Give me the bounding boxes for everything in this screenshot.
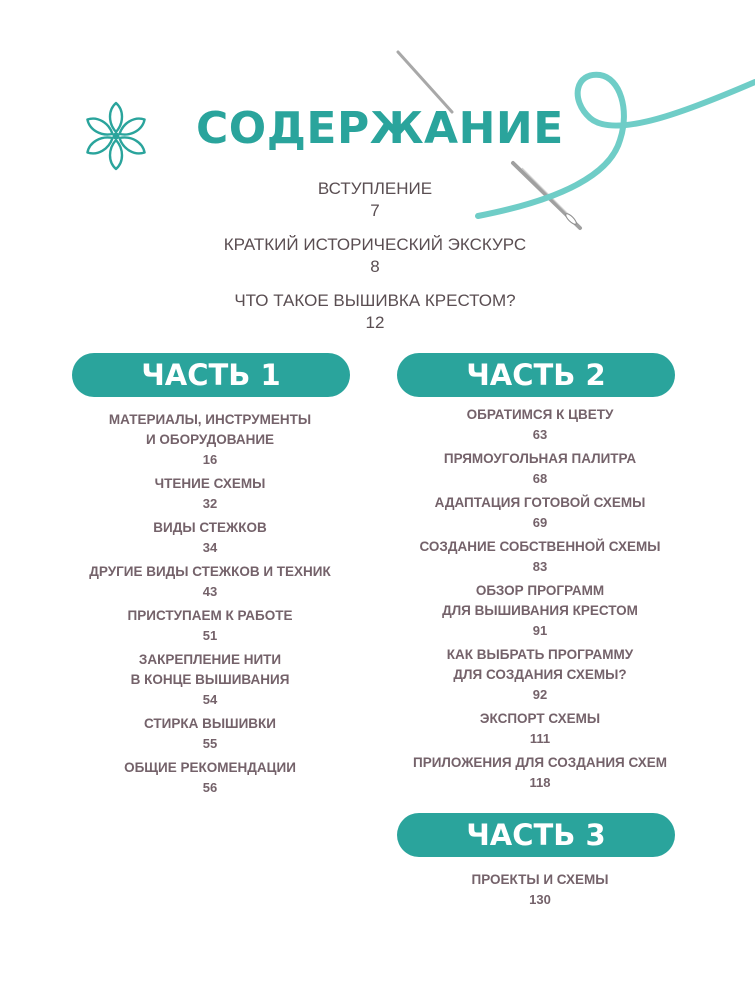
toc-entry-title: ЧТЕНИЕ СХЕМЫ bbox=[154, 476, 266, 491]
toc-entry-title: КРАТКИЙ ИСТОРИЧЕСКИЙ ЭКСКУРС bbox=[223, 235, 527, 254]
toc-entry-title: ЭКСПОРТ СХЕМЫ bbox=[479, 711, 601, 726]
toc-entry-page: 51 bbox=[202, 628, 218, 643]
toc-entry-page: 43 bbox=[202, 584, 218, 599]
toc-entry-page: 68 bbox=[532, 471, 548, 486]
toc-entry-page: 8 bbox=[370, 257, 380, 276]
toc-entry-history[interactable] bbox=[160, 234, 590, 278]
toc-entry[interactable] bbox=[390, 405, 690, 445]
toc-entry[interactable] bbox=[390, 870, 690, 910]
toc-entry-page: 12 bbox=[365, 313, 385, 332]
toc-entry-page: 83 bbox=[532, 559, 548, 574]
toc-entry-title: АДАПТАЦИЯ ГОТОВОЙ СХЕМЫ bbox=[434, 495, 646, 510]
toc-entry-title: ПРИСТУПАЕМ К РАБОТЕ bbox=[127, 608, 293, 623]
toc-entry[interactable] bbox=[70, 758, 350, 798]
toc-entry-what-is-cross-stitch[interactable] bbox=[160, 290, 590, 334]
toc-entry[interactable] bbox=[390, 537, 690, 577]
toc-entry-title: СТИРКА ВЫШИВКИ bbox=[143, 716, 277, 731]
toc-entry-title: ОБЗОР ПРОГРАММ ДЛЯ ВЫШИВАНИЯ КРЕСТОМ bbox=[442, 583, 638, 618]
part-2-entries bbox=[390, 405, 690, 797]
toc-entry[interactable] bbox=[70, 650, 350, 710]
toc-entry-title: МАТЕРИАЛЫ, ИНСТРУМЕНТЫ И ОБОРУДОВАНИЕ bbox=[108, 412, 312, 447]
toc-entry-page: 56 bbox=[202, 780, 218, 795]
toc-entry-title: ЗАКРЕПЛЕНИЕ НИТИ В КОНЦЕ ВЫШИВАНИЯ bbox=[130, 652, 290, 687]
toc-entry[interactable] bbox=[390, 449, 690, 489]
toc-entry[interactable] bbox=[390, 645, 690, 705]
toc-entry-title: ОБЩИЕ РЕКОМЕНДАЦИИ bbox=[124, 760, 296, 775]
toc-entry-page: 55 bbox=[202, 736, 218, 751]
toc-entry[interactable] bbox=[390, 581, 690, 641]
toc-entry[interactable] bbox=[390, 753, 690, 793]
toc-entry-title: ВИДЫ СТЕЖКОВ bbox=[153, 520, 267, 535]
toc-entry-page: 69 bbox=[532, 515, 548, 530]
toc-entry-page: 34 bbox=[202, 540, 218, 555]
toc-entry-title: СОЗДАНИЕ СОБСТВЕННОЙ СХЕМЫ bbox=[419, 539, 661, 554]
toc-entry[interactable] bbox=[70, 518, 350, 558]
toc-entry-page: 118 bbox=[529, 775, 551, 790]
toc-entry-title: ЧТО ТАКОЕ ВЫШИВКА КРЕСТОМ? bbox=[234, 291, 516, 310]
toc-entry-title: ВСТУПЛЕНИЕ bbox=[317, 179, 433, 198]
toc-entry-page: 63 bbox=[532, 427, 548, 442]
flower-ornament-icon bbox=[80, 100, 152, 172]
part-2-banner: ЧАСТЬ 2 bbox=[397, 353, 675, 397]
toc-entry-page: 32 bbox=[202, 496, 218, 511]
toc-entry[interactable] bbox=[390, 709, 690, 749]
part-3-banner: ЧАСТЬ 3 bbox=[397, 813, 675, 857]
toc-entry[interactable] bbox=[390, 493, 690, 533]
intro-list bbox=[160, 178, 590, 346]
toc-entry[interactable] bbox=[70, 410, 350, 470]
toc-entry-page: 111 bbox=[529, 731, 551, 746]
toc-entry-page: 7 bbox=[370, 201, 380, 220]
toc-entry-page: 130 bbox=[529, 892, 551, 907]
toc-entry-title: ПРОЕКТЫ И СХЕМЫ bbox=[471, 872, 609, 887]
toc-entry[interactable] bbox=[70, 474, 350, 514]
toc-entry-title: ОБРАТИМСЯ К ЦВЕТУ bbox=[466, 407, 614, 422]
part-3-entries bbox=[390, 870, 690, 914]
toc-entry[interactable] bbox=[70, 606, 350, 646]
toc-entry-title: КАК ВЫБРАТЬ ПРОГРАММУ ДЛЯ СОЗДАНИЯ СХЕМЫ? bbox=[446, 647, 634, 682]
part-1-banner: ЧАСТЬ 1 bbox=[72, 353, 350, 397]
toc-entry-intro[interactable] bbox=[160, 178, 590, 222]
toc-entry-title: ДРУГИЕ ВИДЫ СТЕЖКОВ И ТЕХНИК bbox=[89, 564, 331, 579]
part-1-entries bbox=[70, 410, 350, 802]
toc-entry-page: 91 bbox=[532, 623, 548, 638]
toc-entry[interactable] bbox=[70, 562, 350, 602]
toc-entry[interactable] bbox=[70, 714, 350, 754]
page-title: СОДЕРЖАНИЕ bbox=[196, 103, 564, 154]
toc-entry-title: ПРЯМОУГОЛЬНАЯ ПАЛИТРА bbox=[443, 451, 637, 466]
toc-entry-title: ПРИЛОЖЕНИЯ ДЛЯ СОЗДАНИЯ СХЕМ bbox=[413, 755, 667, 770]
toc-entry-page: 92 bbox=[532, 687, 548, 702]
toc-entry-page: 16 bbox=[202, 452, 218, 467]
toc-entry-page: 54 bbox=[202, 692, 218, 707]
